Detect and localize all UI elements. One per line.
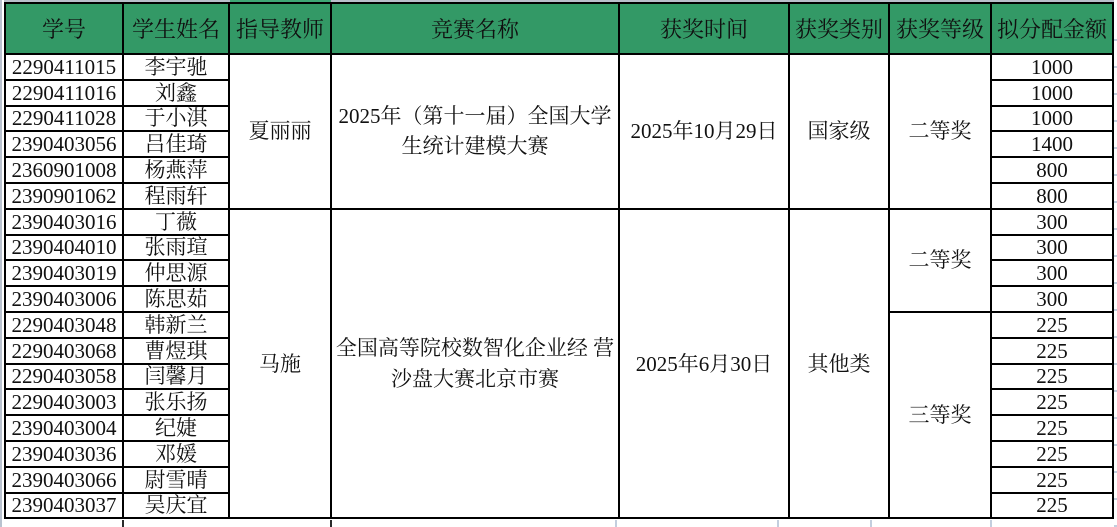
cell-award-level[interactable]: 三等奖 [889,312,991,518]
cell-student-id[interactable]: 2390403016 [5,209,123,235]
cell-amount[interactable]: 225 [991,389,1113,415]
cell-student-id[interactable]: 2390403006 [5,286,123,312]
header-student-id[interactable]: 学号 [5,3,123,54]
cell-student-name[interactable]: 尉雪晴 [123,467,229,493]
cell-student-name[interactable]: 张乐扬 [123,389,229,415]
grid-bottom-vline [870,520,872,527]
cell-amount[interactable]: 800 [991,157,1113,183]
cell-student-name[interactable]: 刘鑫 [123,80,229,106]
cell-student-name[interactable]: 闫馨月 [123,364,229,390]
cell-student-name[interactable]: 纪婕 [123,415,229,441]
cell-amount[interactable]: 225 [991,493,1113,519]
cell-student-id[interactable]: 2290403048 [5,312,123,338]
cell-student-name[interactable]: 吴庆宜 [123,493,229,519]
cell-award-date[interactable]: 2025年10月29日 [619,54,789,209]
header-row [5,3,1113,54]
cell-advisor[interactable]: 马施 [229,209,331,519]
grid-bottom-vline [990,520,992,527]
cell-amount[interactable]: 300 [991,286,1113,312]
cell-award-level[interactable]: 二等奖 [889,54,991,209]
cell-student-name[interactable]: 张雨瑄 [123,235,229,261]
cell-student-id[interactable]: 2290411016 [5,80,123,106]
cell-competition[interactable]: 全国高等院校数智化企业经 营沙盘大赛北京市赛 [331,209,619,519]
cell-amount[interactable]: 225 [991,312,1113,338]
cell-amount[interactable]: 1400 [991,131,1113,157]
cell-student-id[interactable]: 2390901062 [5,183,123,209]
cell-student-id[interactable]: 2360901008 [5,157,123,183]
cell-student-id[interactable]: 2290403003 [5,389,123,415]
cell-student-name[interactable]: 陈思茹 [123,286,229,312]
grid-bottom-vline [330,520,332,527]
cell-student-id[interactable]: 2290403058 [5,364,123,390]
cell-amount[interactable]: 225 [991,441,1113,467]
awards-table [4,2,1114,519]
cell-student-id[interactable]: 2390403036 [5,441,123,467]
table-row [5,209,1113,235]
cell-award-date[interactable]: 2025年6月30日 [619,209,789,519]
cell-student-id[interactable]: 2390403056 [5,131,123,157]
header-award-level[interactable]: 获奖等级 [889,3,991,54]
cell-competition[interactable]: 2025年（第十一届）全国大学生统计建模大赛 [331,54,619,209]
header-award-date[interactable]: 获奖时间 [619,3,789,54]
cell-student-id[interactable]: 2290403068 [5,338,123,364]
cell-student-name[interactable]: 吕佳琦 [123,131,229,157]
cell-student-name[interactable]: 于小淇 [123,106,229,132]
cell-amount[interactable]: 300 [991,209,1113,235]
cell-amount[interactable]: 300 [991,260,1113,286]
cell-student-id[interactable]: 2390403037 [5,493,123,519]
cell-amount[interactable]: 225 [991,415,1113,441]
cell-student-id[interactable]: 2390404010 [5,235,123,261]
cell-student-name[interactable]: 李宇驰 [123,54,229,80]
cell-amount[interactable]: 1000 [991,106,1113,132]
grid-left-line [0,0,2,527]
cell-amount[interactable]: 225 [991,467,1113,493]
cell-amount[interactable]: 1000 [991,80,1113,106]
cell-amount[interactable]: 225 [991,364,1113,390]
cell-student-name[interactable]: 程雨轩 [123,183,229,209]
cell-award-category[interactable]: 其他类 [789,209,889,519]
cell-amount[interactable]: 800 [991,183,1113,209]
cell-student-id[interactable]: 2290411015 [5,54,123,80]
cell-student-name[interactable]: 杨燕萍 [123,157,229,183]
table-row [5,54,1113,80]
cell-award-category[interactable]: 国家级 [789,54,889,209]
header-competition[interactable]: 竞赛名称 [331,3,619,54]
header-amount[interactable]: 拟分配金额 [991,3,1113,54]
cell-student-name[interactable]: 韩新兰 [123,312,229,338]
header-student-name[interactable]: 学生姓名 [123,3,229,54]
cell-student-name[interactable]: 邓媛 [123,441,229,467]
cell-student-id[interactable]: 2390403004 [5,415,123,441]
grid-bottom-vline [777,520,779,527]
cell-student-name[interactable]: 仲思源 [123,260,229,286]
cell-student-id[interactable]: 2290411028 [5,106,123,132]
cell-award-level[interactable]: 二等奖 [889,209,991,312]
cell-student-id[interactable]: 2390403019 [5,260,123,286]
cell-student-id[interactable]: 2390403066 [5,467,123,493]
grid-bottom-vline [122,520,124,527]
header-advisor[interactable]: 指导教师 [229,3,331,54]
cell-student-name[interactable]: 丁薇 [123,209,229,235]
cell-student-name[interactable]: 曹煜琪 [123,338,229,364]
cell-advisor[interactable]: 夏丽丽 [229,54,331,209]
grid-bottom-vline [615,520,617,527]
cell-amount[interactable]: 1000 [991,54,1113,80]
header-award-category[interactable]: 获奖类别 [789,3,889,54]
cell-amount[interactable]: 300 [991,235,1113,261]
cell-amount[interactable]: 225 [991,338,1113,364]
